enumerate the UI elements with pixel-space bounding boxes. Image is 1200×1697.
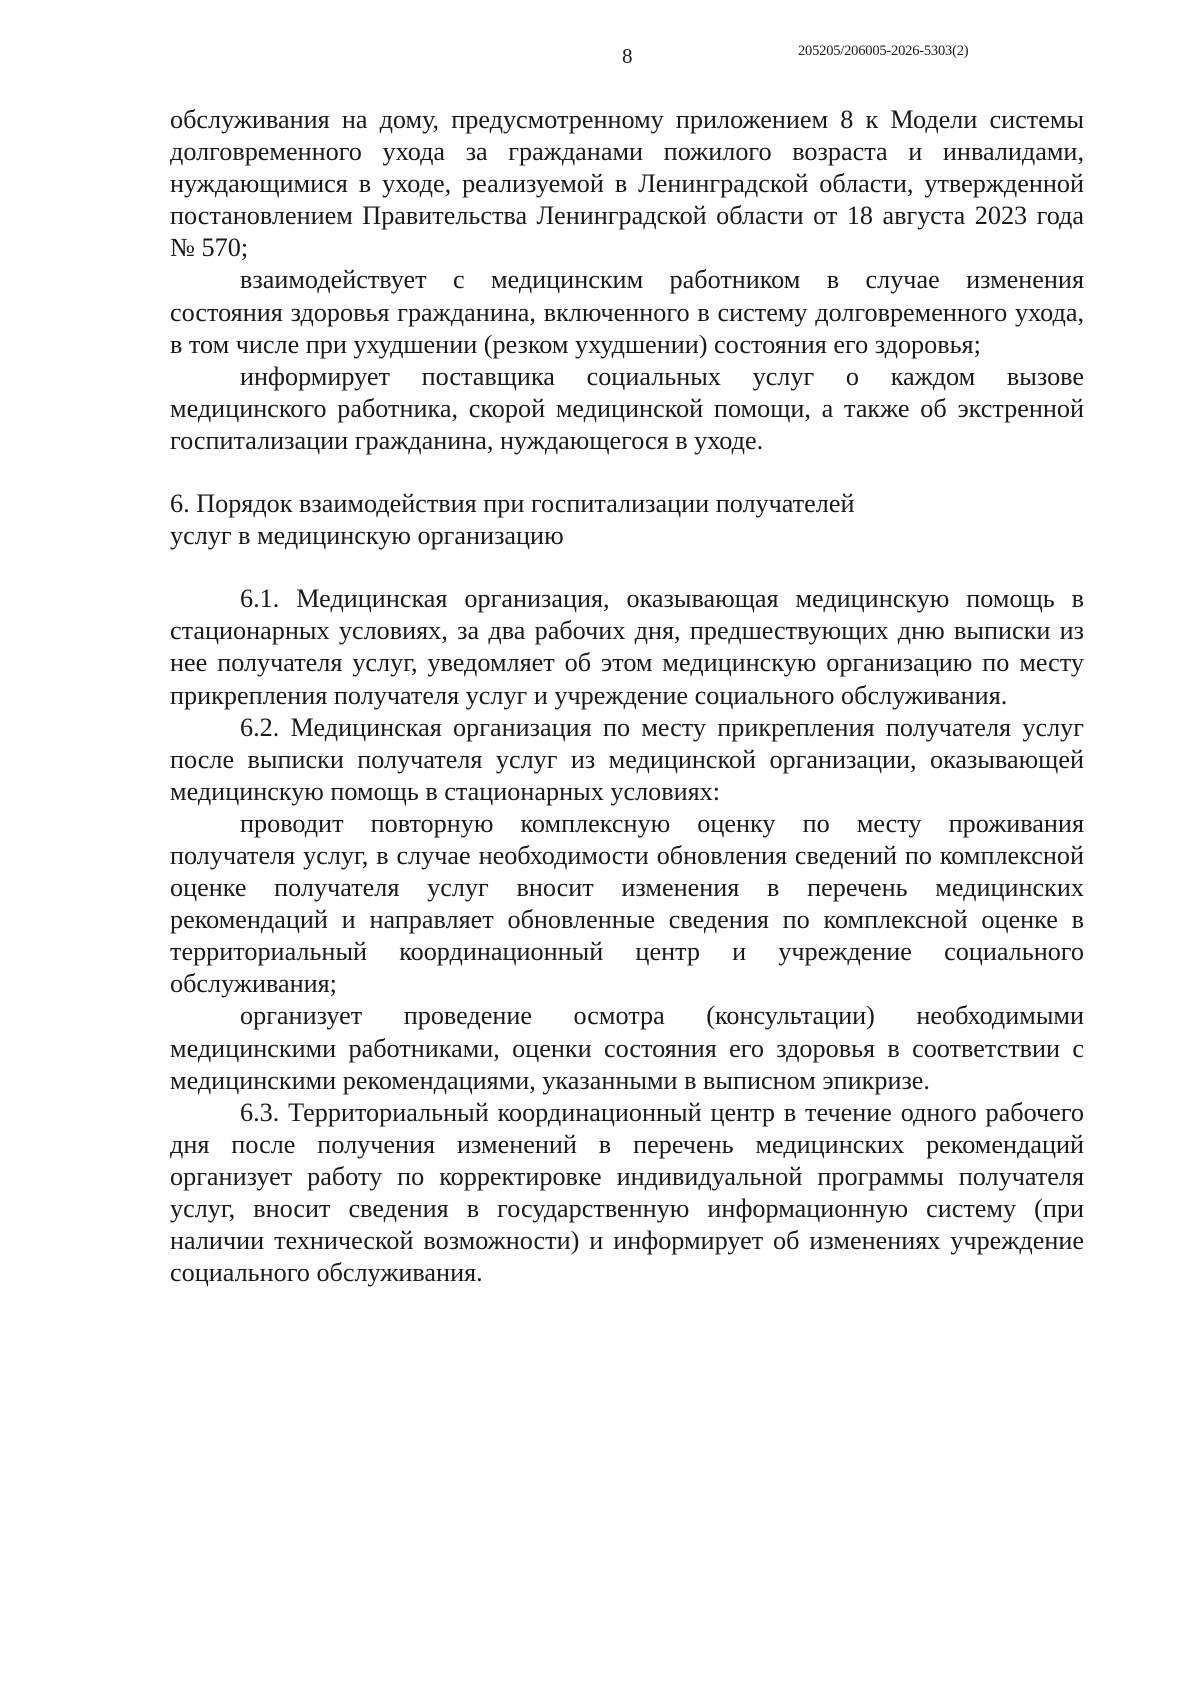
section-heading <box>170 457 1084 583</box>
paragraph: 6.1. Медицинская организация, оказывающая медицинскую помощь в стационарных условиях, за два рабочих дня, предшествующих дню выписки из нее получателя услуг, уведомляет об этом медицинскую организацию по месту прикрепления получателя услуг и учреждение социального обслуживания. <box>170 584 1084 710</box>
paragraph: 6.3. Территориальный координационный центр в течение одного рабочего дня после получения изменений в перечень медицинских рекомендаций организует работу по корректировке индивидуальной программы получателя услуг, вносит сведения в государственную информационную систему (при наличии технической возможности) и информирует об изменениях учреждение социального обслуживания. <box>170 1097 1084 1288</box>
paragraph: информирует поставщика социальных услуг о каждом вызове медицинского работника, скорой медицинской помощи, а также об экстренной госпитализации гражданина, нуждающегося в уходе. <box>170 361 1084 455</box>
paragraph: взаимодействует с медицинским работником в случае изменения состояния здоровья гражданина, включенного в систему долговременного ухода, в том числе при ухудшении (резком ухудшении) состояния его здоровья; <box>170 265 1084 359</box>
page-number: 8 <box>622 44 633 68</box>
paragraph: обслуживания на дому, предусмотренному приложением 8 к Модели системы долговременного ухода за гражданами пожилого возраста и инвалидами, нуждающимися в уходе, реализуемой в Ленинградской области, утвержденной постановлением Правительства Ленинградской области от 18 августа 2023 года № 570; <box>170 105 1084 263</box>
document-body <box>170 104 1084 1289</box>
paragraph: 6.2. Медицинская организация по месту прикрепления получателя услуг после выписки получателя услуг из медицинской организации, оказывающей медицинскую помощь в стационарных условиях: <box>170 712 1084 806</box>
paragraph: организует проведение осмотра (консультации) необходимыми медицинскими работниками, оценки состояния его здоровья в соответствии с медицинскими рекомендациями, указанными в выписном эпикризе. <box>170 1001 1084 1095</box>
paragraph: проводит повторную комплексную оценку по месту проживания получателя услуг, в случае необходимости обновления сведений по комплексной оценке получателя услуг вносит изменения в перечень медицинских рекомендаций и направляет обновленные сведения по комплексной оценке в территориальный координационный центр и учреждение социального обслуживания; <box>170 808 1084 999</box>
section-heading-line: услуг в медицинскую организацию <box>170 521 564 551</box>
document-code: 205205/206005-2026-5303(2) <box>798 43 969 59</box>
section-heading-line: 6. Порядок взаимодействия при госпитализации получателей <box>170 489 855 519</box>
